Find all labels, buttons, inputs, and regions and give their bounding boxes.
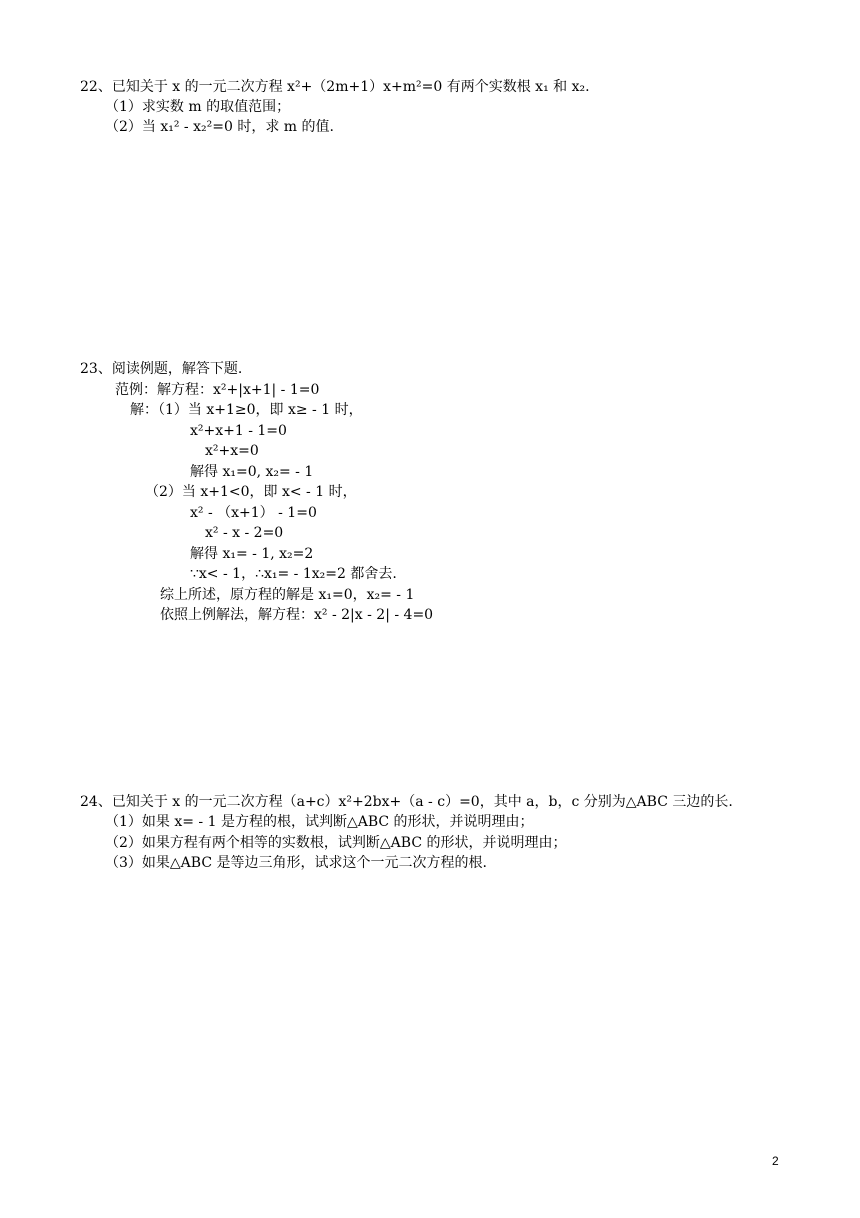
q22-part1: （1）求实数 m 的取值范围； [105,99,291,115]
q23-solution-case1: 解：（1）当 x+1≥0，即 x≥ - 1 时， [130,402,363,418]
q23-example: 范例：解方程：x²+|x+1| - 1=0 [115,382,320,398]
q23-solution-case2: （2）当 x+1<0，即 x< - 1 时， [145,484,357,500]
q24-part3: （3）如果△ABC 是等边三角形，试求这个一元二次方程的根. [105,855,487,871]
q24-part2: （2）如果方程有两个相等的实数根，试判断△ABC 的形状，并说明理由； [105,835,567,851]
q23-case1-result: 解得 x₁=0, x₂= - 1 [190,464,314,480]
q23-case2-equation2: x² - x - 2=0 [205,525,284,541]
q23-task: 依照上例解法，解方程：x² - 2|x - 2| - 4=0 [160,607,434,623]
q23-case1-equation1: x²+x+1 - 1=0 [190,423,287,439]
page-number: 2 [772,1154,779,1168]
q23-case2-result: 解得 x₁= - 1, x₂=2 [190,546,314,562]
q23-summary: 综上所述，原方程的解是 x₁=0，x₂= - 1 [160,587,415,603]
q23-case1-equation2: x²+x=0 [205,443,259,459]
q22-stem: 22、已知关于 x 的一元二次方程 x²+（2m+1）x+m²=0 有两个实数根 x₁ 和 x₂. [80,79,590,95]
q23-case2-equation1: x² - （x+1） - 1=0 [190,505,317,521]
q22-part2: （2）当 x₁² - x₂²=0 时，求 m 的值. [105,119,334,135]
q23-case2-reject: ∵x< - 1，∴x₁= - 1x₂=2 都舍去. [190,566,397,582]
q23-stem: 23、阅读例题，解答下题. [80,361,243,377]
q24-stem: 24、已知关于 x 的一元二次方程（a+c）x²+2bx+（a - c）=0，其中 a，b，c 分别为△ABC 三边的长. [80,794,733,810]
q24-part1: （1）如果 x= - 1 是方程的根，试判断△ABC 的形状，并说明理由； [105,814,534,830]
